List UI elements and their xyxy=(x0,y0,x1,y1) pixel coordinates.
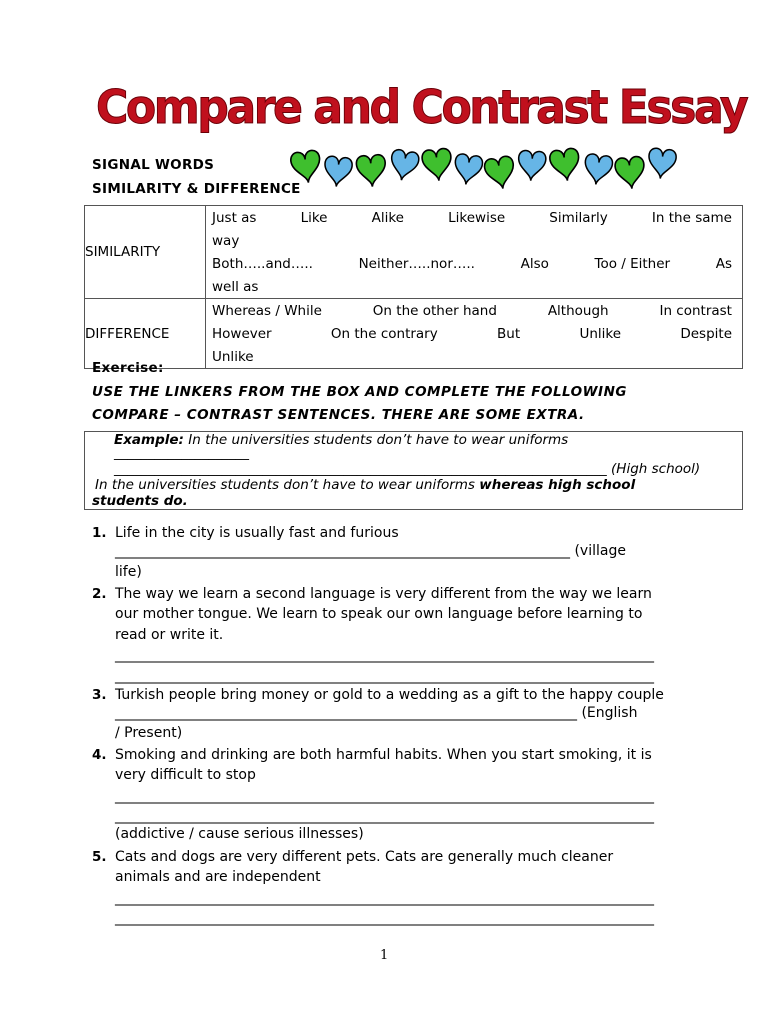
answer-blank[interactable]: _____________________________________________________________________________ xyxy=(115,890,654,906)
linker-word: Unlike xyxy=(212,348,254,365)
example-sentence: In the universities students don’t have to wear uniforms xyxy=(183,432,569,448)
question-number: 1. xyxy=(92,525,107,541)
question-number: 3. xyxy=(92,687,107,703)
similarity-words xyxy=(206,206,743,299)
question-line: read or write it. xyxy=(115,626,224,643)
similarity-label: SIMILARITY xyxy=(85,206,206,299)
question-hint-cont: / Present) xyxy=(115,725,183,741)
linker-word: Despite xyxy=(680,325,732,342)
question-3-answer-line xyxy=(115,705,637,721)
question-number: 2. xyxy=(92,586,107,602)
linker-word: Likewise xyxy=(448,209,506,226)
linker-word: Too / Either xyxy=(594,255,671,272)
answer-blank[interactable]: _____________________________________________________________________________ xyxy=(115,668,654,684)
question-hint: (addictive / cause serious illnesses) xyxy=(115,826,364,842)
question-hint-cont: life) xyxy=(115,564,142,580)
question-line: Smoking and drinking are both harmful habits. When you start smoking, it is xyxy=(115,747,652,763)
question-2-text xyxy=(115,584,685,645)
example-answer xyxy=(95,477,635,493)
exercise-label: Exercise: xyxy=(92,360,164,376)
answer-blank[interactable]: _____________________________________________________________________________ xyxy=(115,647,654,663)
green-heart-icon xyxy=(549,147,582,182)
linker-word: In the same xyxy=(651,209,732,226)
question-1-text: Life in the city is usually fast and furious xyxy=(115,525,399,541)
signal-words-heading: SIGNAL WORDS xyxy=(92,157,215,173)
blue-heart-icon xyxy=(647,148,677,180)
linker-word: However xyxy=(212,325,272,342)
answer-blank[interactable]: _________________________________________________________________ xyxy=(115,543,570,559)
green-heart-icon xyxy=(483,155,517,191)
linker-word: Similarly xyxy=(549,209,608,226)
question-4-text xyxy=(115,745,685,786)
answer-blank[interactable]: __________________________________________________________________ xyxy=(115,705,577,721)
example-label: Example: xyxy=(114,432,184,448)
question-hint: (village xyxy=(570,543,626,559)
page-number: 1 xyxy=(380,948,389,963)
instruction-line-1: USE THE LINKERS FROM THE BOX AND COMPLETE THE FOLLOWING xyxy=(92,384,627,400)
linker-word: Unlike xyxy=(579,325,622,342)
blue-heart-icon xyxy=(517,150,546,182)
instruction-line-2: COMPARE – CONTRAST SENTENCES. THERE ARE SOME EXTRA. xyxy=(92,407,585,423)
question-hint: (English xyxy=(577,705,638,721)
linker-word: Just as xyxy=(212,209,257,226)
linker-word: well as xyxy=(212,278,259,295)
example-box xyxy=(84,431,743,510)
linker-word: Both…..and….. xyxy=(212,255,313,272)
answer-blank[interactable]: _____________________________________________________________________________ xyxy=(115,910,654,926)
example-answer-plain: In the universities students don’t have to wear uniforms xyxy=(95,477,480,493)
similarity-difference-heading: SIMILARITY & DIFFERENCE xyxy=(92,181,301,197)
question-line: Cats and dogs are very different pets. Cats are generally much cleaner xyxy=(115,849,614,865)
signal-words-table xyxy=(84,205,743,369)
difference-row xyxy=(85,299,743,369)
linker-word: Although xyxy=(547,302,609,319)
question-5-text xyxy=(115,847,685,888)
linker-word: Whereas / While xyxy=(212,302,322,319)
example-answer-bold-2: students do. xyxy=(92,493,188,509)
blue-heart-icon xyxy=(388,149,420,183)
question-line: very difficult to stop xyxy=(115,767,256,784)
blue-heart-icon xyxy=(323,156,353,188)
green-heart-icon xyxy=(614,156,646,190)
example-answer-bold: whereas high school xyxy=(479,477,636,493)
linker-word: On the contrary xyxy=(330,325,438,342)
difference-words xyxy=(206,299,743,369)
question-line: The way we learn a second language is very different from the way we learn xyxy=(115,586,652,602)
similarity-row xyxy=(85,206,743,299)
question-line: our mother tongue. We learn to speak our own language before learning to xyxy=(115,606,643,623)
question-3-text: Turkish people bring money or gold to a wedding as a gift to the happy couple xyxy=(115,687,664,703)
blue-heart-icon xyxy=(452,153,483,186)
linker-word: On the other hand xyxy=(372,302,497,319)
green-heart-icon xyxy=(421,148,453,182)
green-heart-icon xyxy=(290,149,323,184)
linker-word: Also xyxy=(520,255,549,272)
blue-heart-icon xyxy=(582,153,613,186)
green-heart-icon xyxy=(356,154,387,187)
example-blank-2: _________________________________________________________________________ xyxy=(114,461,607,477)
difference-label: DIFFERENCE xyxy=(85,299,206,369)
question-number: 4. xyxy=(92,747,107,763)
linker-word: Alike xyxy=(371,209,404,226)
linker-word: In contrast xyxy=(659,302,732,319)
worksheet-title: Compare and Contrast Essay xyxy=(96,80,747,134)
linker-word: way xyxy=(212,232,240,249)
answer-blank[interactable]: _____________________________________________________________________________ xyxy=(115,808,654,824)
decorative-hearts xyxy=(290,146,685,192)
answer-blank[interactable]: _____________________________________________________________________________ xyxy=(115,788,654,804)
example-answer-line xyxy=(114,461,700,477)
example-hint: (High school) xyxy=(606,461,701,477)
question-number: 5. xyxy=(92,849,107,865)
question-1-answer-line xyxy=(115,543,626,559)
linker-word: Like xyxy=(300,209,328,226)
example-blank-1: ____________________ xyxy=(114,445,249,461)
question-line: animals and are independent xyxy=(115,869,321,886)
linker-word: Neither…..nor….. xyxy=(358,255,475,272)
linker-word: But xyxy=(497,325,521,342)
linker-word: As xyxy=(715,255,732,272)
